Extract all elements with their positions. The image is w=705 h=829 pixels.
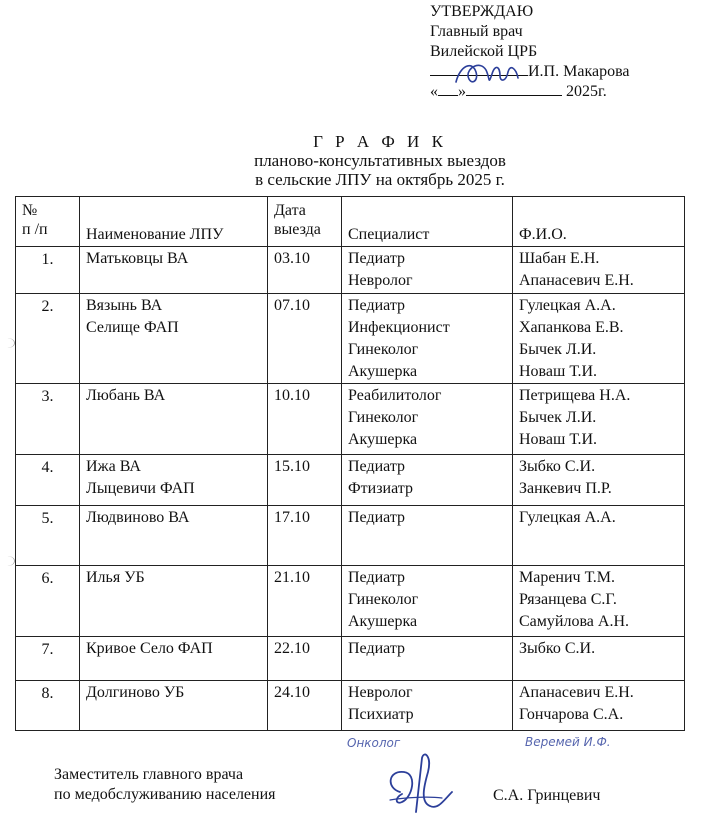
- row-number: 5.: [16, 506, 80, 566]
- specialist-line: Гинеколог: [348, 591, 419, 608]
- table-row: [16, 506, 685, 566]
- specialist-line: Акушерка: [348, 613, 418, 630]
- header-lpu: Наименование ЛПУ: [80, 197, 268, 247]
- approval-year: 2025г.: [566, 83, 607, 100]
- lpu-name-line: Селище ФАП: [86, 319, 179, 336]
- table-row: [16, 294, 685, 384]
- specialist-line: Гинеколог: [348, 409, 419, 426]
- doctor-name-line: Самуйлова А.Н.: [519, 613, 629, 630]
- specialist: [342, 506, 513, 566]
- doctor-name-line: Новаш Т.И.: [519, 431, 598, 448]
- doctor-name: [513, 384, 685, 455]
- doctor-name: [513, 681, 685, 731]
- specialist-line: Акушерка: [348, 363, 418, 380]
- visit-date: 03.10: [268, 247, 342, 294]
- lpu-name-line: Долгиново УБ: [86, 684, 185, 701]
- row-number: 8.: [16, 681, 80, 731]
- lpu-name-line: Кривое Село ФАП: [86, 640, 213, 657]
- specialist-line: Фтизиатр: [348, 480, 413, 497]
- doctor-name-line: Шабан Е.Н.: [519, 250, 600, 267]
- header-fio: Ф.И.О.: [513, 197, 685, 247]
- specialist-line: Реабилитолог: [348, 387, 442, 404]
- row-number: 6.: [16, 566, 80, 637]
- lpu-name-line: Любань ВА: [86, 387, 166, 404]
- row-number: 2.: [16, 294, 80, 384]
- lpu-name: [80, 681, 268, 731]
- doctor-name-line: Новаш Т.И.: [519, 363, 598, 380]
- title-line-2: в сельские ЛПУ на октябрь 2025 г.: [255, 170, 505, 189]
- handwritten-note-left: Онколог: [347, 736, 401, 750]
- specialist: [342, 681, 513, 731]
- lpu-name: [80, 384, 268, 455]
- doctor-name-line: Занкевич П.Р.: [519, 480, 612, 497]
- doctor-name-line: Гулецкая А.А.: [519, 297, 616, 314]
- specialist-line: Невролог: [348, 684, 413, 701]
- table-row: [16, 637, 685, 681]
- specialist-line: Педиатр: [348, 640, 406, 657]
- approval-signature-icon: [446, 52, 526, 92]
- specialist: [342, 637, 513, 681]
- visit-date: 07.10: [268, 294, 342, 384]
- lpu-name-line: Людвиново ВА: [86, 509, 190, 526]
- specialist: [342, 384, 513, 455]
- document-title: [0, 132, 705, 189]
- specialist-line: Педиатр: [348, 569, 406, 586]
- footer-signer: С.А. Гринцевич: [493, 787, 601, 804]
- visit-date: 17.10: [268, 506, 342, 566]
- specialist-line: Инфекционист: [348, 319, 450, 336]
- row-number: 1.: [16, 247, 80, 294]
- doctor-name: [513, 566, 685, 637]
- handwritten-note-right: Веремей И.Ф.: [525, 735, 611, 749]
- footer-signature-icon: [372, 752, 468, 824]
- doctor-name-line: Бычек Л.И.: [519, 409, 597, 426]
- specialist: [342, 294, 513, 384]
- lpu-name-line: Лыцевичи ФАП: [86, 480, 195, 497]
- specialist-line: Акушерка: [348, 431, 418, 448]
- doctor-name-line: Апанасевич Е.Н.: [519, 272, 634, 289]
- doctor-name: [513, 506, 685, 566]
- title-heading: Г Р А Ф И К: [313, 132, 447, 151]
- table-row: [16, 566, 685, 637]
- approval-date-line: « » 2025г.: [430, 83, 607, 100]
- lpu-name: [80, 455, 268, 506]
- visit-date: 15.10: [268, 455, 342, 506]
- specialist-line: Педиатр: [348, 297, 406, 314]
- doctor-name-line: Зыбко С.И.: [519, 458, 596, 475]
- approval-hospital: Вилейской ЦРБ: [430, 43, 538, 60]
- table-row: [16, 247, 685, 294]
- table-row: [16, 384, 685, 455]
- doctor-name: [513, 247, 685, 294]
- row-number: 3.: [16, 384, 80, 455]
- header-num: № п /п: [16, 197, 80, 247]
- punch-hole-mark: [0, 338, 15, 348]
- doctor-name: [513, 294, 685, 384]
- specialist: [342, 455, 513, 506]
- approval-title: УТВЕРЖДАЮ: [430, 3, 534, 20]
- lpu-name-line: Ижа ВА: [86, 458, 141, 475]
- doctor-name-line: Зыбко С.И.: [519, 640, 596, 657]
- table-row: [16, 455, 685, 506]
- doctor-name: [513, 637, 685, 681]
- doctor-name-line: Рязанцева С.Г.: [519, 591, 617, 608]
- doctor-name: [513, 455, 685, 506]
- lpu-name-line: Вязынь ВА: [86, 297, 163, 314]
- doctor-name-line: Гончарова С.А.: [519, 706, 624, 723]
- lpu-name: [80, 506, 268, 566]
- doctor-name-line: Маренич Т.М.: [519, 569, 615, 586]
- table-header-row: [16, 197, 685, 247]
- specialist-line: Педиатр: [348, 250, 406, 267]
- lpu-name: [80, 637, 268, 681]
- lpu-name-line: Илья УБ: [86, 569, 145, 586]
- punch-hole-mark: [0, 556, 15, 566]
- specialist: [342, 566, 513, 637]
- specialist-line: Педиатр: [348, 458, 406, 475]
- header-date: Дата выезда: [268, 197, 342, 247]
- lpu-name: [80, 294, 268, 384]
- doctor-name-line: Бычек Л.И.: [519, 341, 597, 358]
- approval-signer: И.П. Макарова: [528, 63, 630, 80]
- footer-position: Заместитель главного врача по медобслуживанию населения: [54, 766, 276, 803]
- doctor-name-line: Хапанкова Е.В.: [519, 319, 624, 336]
- visit-date: 24.10: [268, 681, 342, 731]
- doctor-name-line: Петрищева Н.А.: [519, 387, 631, 404]
- title-line-1: планово-консультативных выездов: [254, 151, 506, 170]
- specialist-line: Педиатр: [348, 509, 406, 526]
- specialist-line: Гинеколог: [348, 341, 419, 358]
- row-number: 4.: [16, 455, 80, 506]
- visit-date: 10.10: [268, 384, 342, 455]
- specialist: [342, 247, 513, 294]
- schedule-table: [15, 196, 685, 731]
- row-number: 7.: [16, 637, 80, 681]
- table-row: [16, 681, 685, 731]
- visit-date: 22.10: [268, 637, 342, 681]
- approval-position: Главный врач: [430, 23, 523, 40]
- specialist-line: Психиатр: [348, 706, 414, 723]
- specialist-line: Невролог: [348, 272, 413, 289]
- header-specialist: Специалист: [342, 197, 513, 247]
- lpu-name: [80, 247, 268, 294]
- lpu-name-line: Матьковцы ВА: [86, 250, 189, 267]
- doctor-name-line: Апанасевич Е.Н.: [519, 684, 634, 701]
- doctor-name-line: Гулецкая А.А.: [519, 509, 616, 526]
- visit-date: 21.10: [268, 566, 342, 637]
- lpu-name: [80, 566, 268, 637]
